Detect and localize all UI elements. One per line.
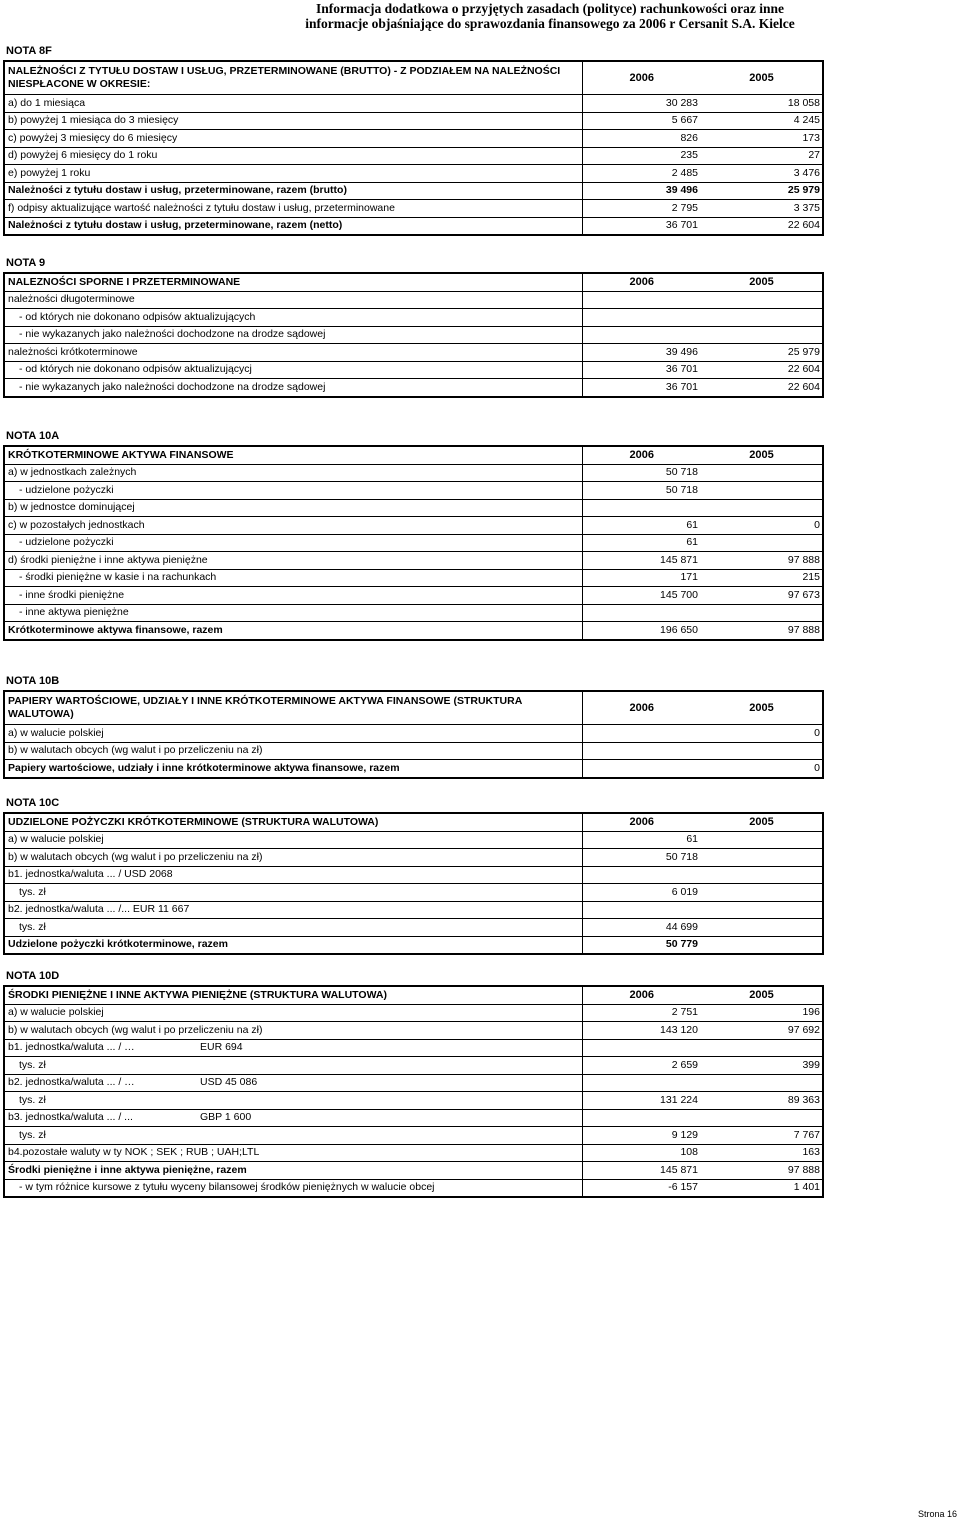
value-2006: 2 485 bbox=[582, 165, 700, 183]
value-2005: 3 375 bbox=[700, 200, 823, 218]
note-10a bbox=[3, 427, 824, 641]
value-2006 bbox=[582, 742, 700, 760]
table-title: ŚRODKI PIENIĘŻNE I INNE AKTYWA PIENIĘŻNE (STRUKTURA WALUTOWA) bbox=[4, 986, 582, 1004]
year-2005-header: 2005 bbox=[700, 446, 823, 464]
currency-amount: EUR 694 bbox=[200, 1040, 243, 1053]
row-label: d) powyżej 6 miesięcy do 1 roku bbox=[4, 147, 582, 165]
value-2006: 196 650 bbox=[660, 623, 698, 636]
value-2006: 36 701 bbox=[665, 219, 698, 232]
value-2005: 1 401 bbox=[793, 1181, 820, 1194]
value-2006: 2 659 bbox=[582, 1057, 700, 1075]
row-label: - inne środki pieniężne bbox=[4, 587, 582, 605]
value-2005 bbox=[700, 849, 823, 867]
value-2005 bbox=[700, 831, 823, 849]
value-2005 bbox=[700, 919, 823, 937]
header-line-2: informacje objaśniające do sprawozdania finansowego za 2006 r Cersanit S.A. Kielce bbox=[305, 16, 795, 31]
value-2005: 7 767 bbox=[700, 1127, 823, 1145]
total-label: Udzielone pożyczki krótkoterminowe, razem bbox=[4, 936, 582, 954]
total-net-label: Należności z tytułu dostaw i usług, przeterminowane, razem (netto) bbox=[4, 217, 582, 235]
row-label: e) powyżej 1 roku bbox=[4, 165, 582, 183]
value-2006: 61 bbox=[582, 517, 700, 535]
row-label: a) w walucie polskiej bbox=[4, 725, 582, 743]
row-label: b4.pozostałe waluty w ty NOK ; SEK ; RUB ; UAH;LTL bbox=[4, 1144, 582, 1162]
page-number: Strona 16 bbox=[917, 1509, 957, 1519]
value-2006: 50 718 bbox=[582, 464, 700, 482]
value-2005: 0 bbox=[700, 517, 823, 535]
note-10d bbox=[3, 967, 824, 1198]
row-label: b2. jednostka/waluta ... / … bbox=[8, 1076, 135, 1089]
note-label: NOTA 10D bbox=[6, 970, 60, 982]
value-2005: 196 bbox=[700, 1004, 823, 1022]
row-label: a) w walucie polskiej bbox=[4, 831, 582, 849]
value-2005: 18 058 bbox=[700, 95, 823, 113]
value-2005 bbox=[700, 499, 823, 517]
value-2006 bbox=[582, 901, 700, 919]
value-2006: 50 718 bbox=[582, 482, 700, 500]
value-2005: 97 888 bbox=[787, 623, 820, 636]
value-2006: 9 129 bbox=[582, 1127, 700, 1145]
row-label: b2. jednostka/waluta ... /... EUR 11 667 bbox=[4, 901, 582, 919]
value-2006: 36 701 bbox=[665, 380, 698, 393]
value-2006: 826 bbox=[582, 130, 700, 148]
row-label: - udzielone pożyczki bbox=[4, 482, 582, 500]
value-2005: 22 604 bbox=[787, 219, 820, 232]
value-2005: 97 888 bbox=[700, 1162, 823, 1180]
value-2006: 145 700 bbox=[582, 587, 700, 605]
row-label: - udzielone pożyczki bbox=[4, 534, 582, 552]
value-2006 bbox=[582, 760, 700, 778]
value-2005 bbox=[700, 534, 823, 552]
row-label: tys. zł bbox=[4, 1127, 582, 1145]
row-label: b1. jednostka/waluta ... / USD 2068 bbox=[4, 866, 582, 884]
row-label: a) w jednostkach zależnych bbox=[4, 464, 582, 482]
value-2005: 25 979 bbox=[700, 182, 823, 200]
note-label: NOTA 10A bbox=[6, 430, 60, 442]
note-label: NOTA 10B bbox=[6, 675, 60, 687]
year-2006-header: 2006 bbox=[582, 446, 700, 464]
total-label: Środki pieniężne i inne aktywa pieniężne, razem bbox=[4, 1162, 582, 1180]
value-2006: 171 bbox=[582, 569, 700, 587]
row-label-cell bbox=[4, 1039, 582, 1057]
value-2006: 145 871 bbox=[582, 552, 700, 570]
value-2005: 22 604 bbox=[787, 380, 820, 393]
value-2005: 399 bbox=[700, 1057, 823, 1075]
note-9 bbox=[3, 254, 824, 398]
value-2006: 50 718 bbox=[582, 849, 700, 867]
value-2006: 235 bbox=[582, 147, 700, 165]
note-8f bbox=[3, 42, 824, 236]
row-label: d) środki pieniężne i inne aktywa pieniężne bbox=[4, 552, 582, 570]
value-2006: 145 871 bbox=[582, 1162, 700, 1180]
value-2006 bbox=[582, 604, 700, 622]
value-2006: 61 bbox=[582, 534, 700, 552]
row-label: tys. zł bbox=[4, 884, 582, 902]
value-2005: 97 888 bbox=[700, 552, 823, 570]
value-2006 bbox=[582, 326, 700, 344]
currency-amount: USD 45 086 bbox=[200, 1075, 258, 1088]
value-2006: 108 bbox=[582, 1144, 700, 1162]
value-2005: 215 bbox=[700, 569, 823, 587]
note-label: NOTA 9 bbox=[6, 257, 46, 269]
value-2005: 0 bbox=[814, 761, 820, 774]
row-label: należności krótkoterminowe bbox=[4, 344, 582, 362]
value-2005: 97 692 bbox=[700, 1022, 823, 1040]
value-2005 bbox=[700, 604, 823, 622]
value-2005 bbox=[700, 1039, 823, 1057]
row-label: a) do 1 miesiąca bbox=[4, 95, 582, 113]
row-label: należności długoterminowe bbox=[4, 291, 582, 309]
table-title: KRÓTKOTERMINOWE AKTYWA FINANSOWE bbox=[4, 446, 582, 464]
row-label: b1. jednostka/waluta ... / … bbox=[8, 1041, 135, 1054]
year-2005-header: 2005 bbox=[700, 986, 823, 1004]
value-2005: 173 bbox=[700, 130, 823, 148]
value-2006 bbox=[582, 725, 700, 743]
row-label: f) odpisy aktualizujące wartość należności z tytułu dostaw i usług, przeterminowane bbox=[4, 200, 582, 218]
value-2005 bbox=[700, 742, 823, 760]
note-table bbox=[3, 812, 824, 955]
value-2005: 89 363 bbox=[700, 1092, 823, 1110]
value-2006: 30 283 bbox=[582, 95, 700, 113]
value-2005 bbox=[700, 1109, 823, 1127]
note-10c bbox=[3, 794, 824, 955]
row-label: b) w walutach obcych (wg walut i po przeliczeniu na zł) bbox=[4, 849, 582, 867]
value-2006 bbox=[582, 1074, 700, 1092]
value-2005: 27 bbox=[700, 147, 823, 165]
value-2005: 0 bbox=[700, 725, 823, 743]
total-label: Papiery wartościowe, udziały i inne krótkoterminowe aktywa finansowe, razem bbox=[4, 760, 582, 778]
row-label: a) w walucie polskiej bbox=[4, 1004, 582, 1022]
total-gross-label: Należności z tytułu dostaw i usług, przeterminowane, razem (brutto) bbox=[4, 182, 582, 200]
value-2005: 25 979 bbox=[700, 344, 823, 362]
row-label: - inne aktywa pieniężne bbox=[4, 604, 582, 622]
value-2005 bbox=[700, 326, 823, 344]
document-header bbox=[0, 0, 960, 31]
year-2005-header: 2005 bbox=[700, 273, 823, 291]
currency-amount: GBP 1 600 bbox=[200, 1110, 252, 1123]
table-title: PAPIERY WARTOŚCIOWE, UDZIAŁY I INNE KRÓTKOTERMINOWE AKTYWA FINANSOWE (STRUKTURA WALUTOWA) bbox=[4, 691, 582, 725]
value-2005: 4 245 bbox=[700, 112, 823, 130]
row-label: tys. zł bbox=[4, 1057, 582, 1075]
value-2006: 131 224 bbox=[582, 1092, 700, 1110]
value-2005 bbox=[700, 936, 823, 954]
header-line-1: Informacja dodatkowa o przyjętych zasadach (polityce) rachunkowości oraz inne bbox=[316, 1, 784, 16]
value-2005 bbox=[700, 482, 823, 500]
note-label: NOTA 8F bbox=[6, 45, 52, 57]
value-2006: 36 701 bbox=[582, 361, 700, 379]
value-2005 bbox=[700, 464, 823, 482]
value-2005 bbox=[700, 866, 823, 884]
year-2006-header: 2006 bbox=[582, 986, 700, 1004]
note-table bbox=[3, 60, 824, 236]
value-2006 bbox=[582, 866, 700, 884]
value-2006 bbox=[582, 1039, 700, 1057]
year-2005-header: 2005 bbox=[700, 61, 823, 95]
value-2005 bbox=[700, 309, 823, 327]
value-2006: 6 019 bbox=[582, 884, 700, 902]
row-label: b) w walutach obcych (wg walut i po przeliczeniu na zł) bbox=[4, 742, 582, 760]
value-2006 bbox=[582, 1109, 700, 1127]
table-title: NALEZNOŚCI SPORNE I PRZETERMINOWANE bbox=[4, 273, 582, 291]
row-label-cell bbox=[4, 1109, 582, 1127]
value-2006: 44 699 bbox=[582, 919, 700, 937]
value-2006 bbox=[582, 499, 700, 517]
row-label: tys. zł bbox=[4, 1092, 582, 1110]
value-2006: 61 bbox=[582, 831, 700, 849]
row-label: b) powyżej 1 miesiąca do 3 miesięcy bbox=[4, 112, 582, 130]
row-label: - nie wykazanych jako należności dochodzone na drodze sądowej bbox=[4, 326, 582, 344]
value-2006 bbox=[582, 291, 700, 309]
row-label: b) w jednostce dominującej bbox=[4, 499, 582, 517]
year-2006-header: 2006 bbox=[582, 813, 700, 831]
value-2006: 2 795 bbox=[582, 200, 700, 218]
value-2006: 39 496 bbox=[582, 182, 700, 200]
value-2006 bbox=[582, 309, 700, 327]
year-2005-header: 2005 bbox=[700, 813, 823, 831]
year-2006-header: 2006 bbox=[582, 273, 700, 291]
value-2006: 2 751 bbox=[582, 1004, 700, 1022]
row-label: tys. zł bbox=[4, 919, 582, 937]
row-label: - nie wykazanych jako należności dochodzone na drodze sądowej bbox=[4, 379, 582, 397]
value-2005: 163 bbox=[700, 1144, 823, 1162]
value-2006: 50 779 bbox=[665, 938, 698, 951]
value-2006: 39 496 bbox=[582, 344, 700, 362]
value-2006: -6 157 bbox=[668, 1181, 698, 1194]
note-table bbox=[3, 690, 824, 779]
value-2005: 3 476 bbox=[700, 165, 823, 183]
row-label: - od których nie dokonano odpisów aktualizującycj bbox=[4, 361, 582, 379]
row-label: c) powyżej 3 miesięcy do 6 miesięcy bbox=[4, 130, 582, 148]
value-2006: 5 667 bbox=[582, 112, 700, 130]
year-2006-header: 2006 bbox=[582, 691, 700, 725]
row-label: b) w walutach obcych (wg walut i po przeliczeniu na zł) bbox=[4, 1022, 582, 1040]
total-label: Krótkoterminowe aktywa finansowe, razem bbox=[4, 622, 582, 640]
year-2005-header: 2005 bbox=[700, 691, 823, 725]
row-label: - od których nie dokonano odpisów aktualizujących bbox=[4, 309, 582, 327]
row-label: c) w pozostałych jednostkach bbox=[4, 517, 582, 535]
row-label: - w tym różnice kursowe z tytułu wyceny bilansowej środków pieniężnych w walucie obcej bbox=[4, 1179, 582, 1197]
note-table bbox=[3, 445, 824, 641]
note-label: NOTA 10C bbox=[6, 797, 60, 809]
value-2006: 143 120 bbox=[582, 1022, 700, 1040]
table-title: NALEŻNOŚCI Z TYTUŁU DOSTAW I USŁUG, PRZETERMINOWANE (BRUTTO) - Z PODZIAŁEM NA NALEŻNOŚCI NIESPŁACONE W OKRESIE: bbox=[4, 61, 582, 95]
year-2006-header: 2006 bbox=[582, 61, 700, 95]
table-title: UDZIELONE POŻYCZKI KRÓTKOTERMINOWE (STRUKTURA WALUTOWA) bbox=[4, 813, 582, 831]
note-table bbox=[3, 272, 824, 398]
row-label-cell bbox=[4, 1074, 582, 1092]
value-2005 bbox=[700, 291, 823, 309]
value-2005: 97 673 bbox=[700, 587, 823, 605]
value-2005 bbox=[700, 1074, 823, 1092]
value-2005 bbox=[700, 884, 823, 902]
value-2005: 22 604 bbox=[700, 361, 823, 379]
note-10b bbox=[3, 672, 824, 779]
note-table bbox=[3, 985, 824, 1198]
row-label: - środki pieniężne w kasie i na rachunkach bbox=[4, 569, 582, 587]
value-2005 bbox=[700, 901, 823, 919]
row-label: b3. jednostka/waluta ... / ... bbox=[8, 1111, 133, 1124]
